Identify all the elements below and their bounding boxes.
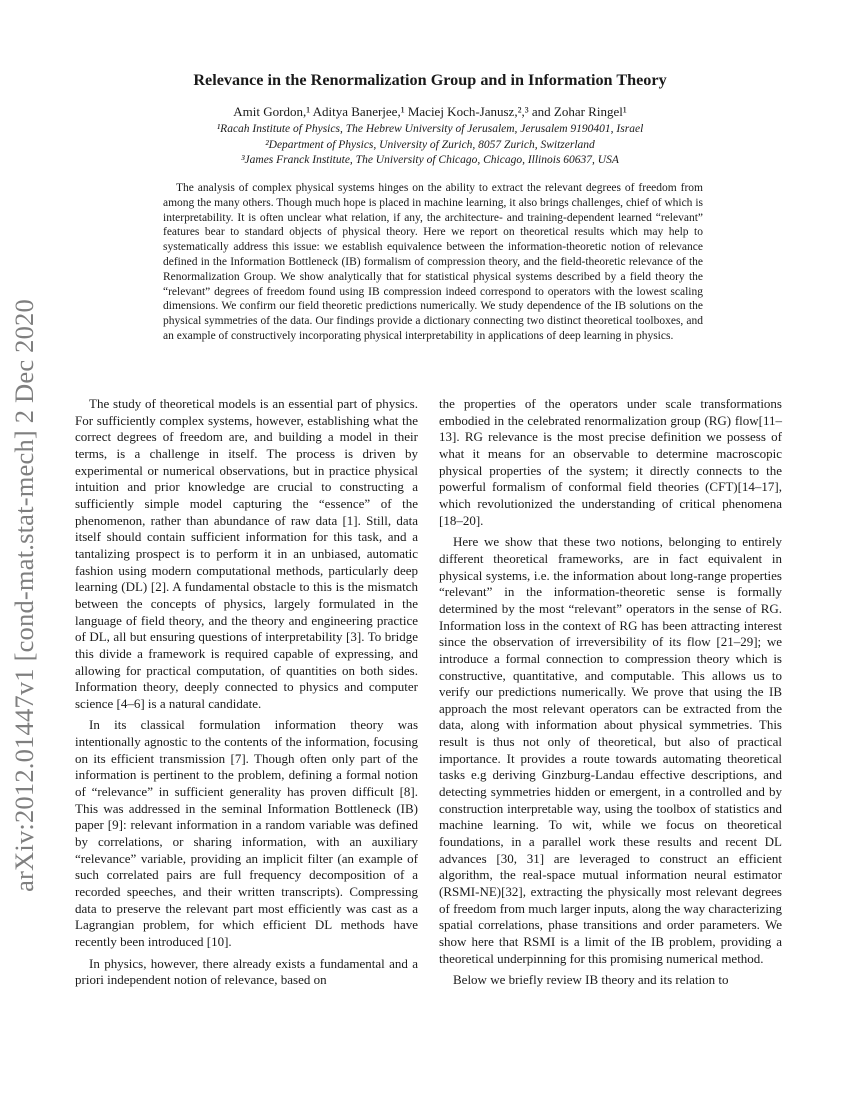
affiliation-3: ³James Franck Institute, The University of Chicago, Chicago, Illinois 60637, USA [241, 154, 619, 166]
body-paragraph: Here we show that these two notions, belonging to entirely different theoretical frameworks, are in fact equivalent in physical systems, i.e. the information about long-range properties “relevant” in the information-theoretic sense is formally determined by the most “relevant” operators in the sense of RG. Information loss in the context of RG has been attracting interest since the observation of irreversibility of its flow [21–29]; we introduce a formal connection to compression theory which is constructive, quantitative, and computable. This allows us to verify our predictions numerically. We prove that using the IB approach the most relevant operators can be extracted from the data, along with information about physical symmetries. This result is thus not only of theoretical, but also of practical importance. It provides a route towards automating theoretical tasks e.g deriving Ginzburg-Landau effective descriptions, and detecting symmetries hidden or emergent, in a controlled and by construction interpretable way, using the toolbox of statistics and machine learning. To wit, while we focus on theoretical foundations, in a parallel work these results and recent DL advances [30, 31] are leveraged to construct an efficient algorithm, the real-space mutual information neural estimator (RSMI-NE)[32], extracting the physically most relevant degrees of freedom from much larger inputs, along the way characterizing spatial correlations, phase transitions and order parameters. We show here that RSMI is a limit of the IB problem, providing a theoretical underpinning for this promising numerical method. [439, 534, 782, 966]
author-list: Amit Gordon,¹ Aditya Banerjee,¹ Maciej Koch-Janusz,²,³ and Zohar Ringel¹ [233, 104, 627, 119]
body-left-column [75, 396, 418, 994]
paper-title: Relevance in the Renormalization Group and in Information Theory [193, 71, 667, 89]
affiliation-1: ¹Racah Institute of Physics, The Hebrew University of Jerusalem, Jerusalem 9190401, Israel [216, 123, 644, 135]
paper-header [100, 70, 760, 169]
arxiv-id-text: arXiv:2012.01447v1 [cond-mat.stat-mech] 2 Dec 2020 [8, 298, 39, 892]
arxiv-identifier-stamp [2, 240, 46, 950]
body-paragraph: In its classical formulation information theory was intentionally agnostic to the contents of the information, focusing on its efficient transmission [7]. Though often only part of the information is pertinent to the problem, defining a formal notion of “relevance” in sufficient generality has proven difficult [8]. This was addressed in the seminal Information Bottleneck (IB) paper [9]: relevant information in a random variable was defined by correlations, or sharing information, with an auxiliary “relevance” variable, providing an implicit filter (an example of such correlated pairs are full frequency decomposition of a recorded speeches, and their written transcripts). Compressing data to preserve the relevant part most efficiently was cast as a Lagrangian problem, for which efficient DL methods have recently been introduced [10]. [75, 717, 418, 949]
body-paragraph: In physics, however, there already exists a fundamental and a priori independent notion of relevance, based on [75, 955, 418, 988]
affiliations [100, 122, 760, 169]
body-paragraph: the properties of the operators under scale transformations embodied in the celebrated renormalization group (RG) flow[11–13]. RG relevance is the most precise definition we possess of what it means for an observable to determine macroscopic physical properties of the system; it directly connects to the powerful formalism of conformal field theories (CFT)[14–17], which revolutionized the understanding of critical phenomena [18–20]. [439, 396, 782, 528]
abstract: The analysis of complex physical systems hinges on the ability to extract the relevant degrees of freedom from among the many others. Though much hope is placed in machine learning, it also brings challenges, chief of which is interpretability. It is often unclear what relation, if any, the architecture- and training-dependent learned “relevant” features bear to standard objects of physical theory. Here we report on theoretical results which may help to systematically address this issue: we establish equivalence between the information-theoretic notion of relevance defined in the Information Bottleneck (IB) formalism of compression theory, and the field-theoretic relevance of the Renormalization Group. We show analytically that for statistical physical systems described by a field theory the “relevant” degrees of freedom found using IB compression indeed correspond to operators with the lowest scaling dimensions. We confirm our field theoretic predictions numerically. We study dependence of the IB solutions on the physical symmetries of the data. Our findings provide a dictionary connecting two distinct theoretical toolboxes, and an example of constructively incorporating physical interpretability in applications of deep learning in physics. [163, 182, 703, 342]
body-paragraph: Below we briefly review IB theory and its relation to [453, 972, 729, 988]
affiliation-2: ²Department of Physics, University of Zurich, 8057 Zurich, Switzerland [265, 138, 595, 151]
body-paragraph: The study of theoretical models is an essential part of physics. For sufficiently complex systems, however, establishing what the correct degrees of freedom are, and building a model in their terms, is a challenge in itself. The process is driven by experimental or numerical observations, but in practice physical intuition and prior knowledge are crucial to constructing a sufficiently simple model capturing the “essence” of the phenomenon, rather than abundance of raw data [1]. Still, data itself should contain sufficient information for this task, and a tantalizing prospect is to perform it in an unbiased, automatic fashion using modern computational methods, particularly deep learning (DL) [2]. A fundamental obstacle to this is the mismatch between the concepts of physics, largely formulated in the language of field theory, and the theory and engineering practice of DL, all but ensuring questions of interpretability [3]. To bridge this divide a framework is required capable of expressing, and allowing for practical computation, of quantities on both sides. Information theory, deeply connected to physics and computer science [4–6] is a natural candidate. [75, 396, 418, 711]
body-right-column [439, 396, 782, 994]
